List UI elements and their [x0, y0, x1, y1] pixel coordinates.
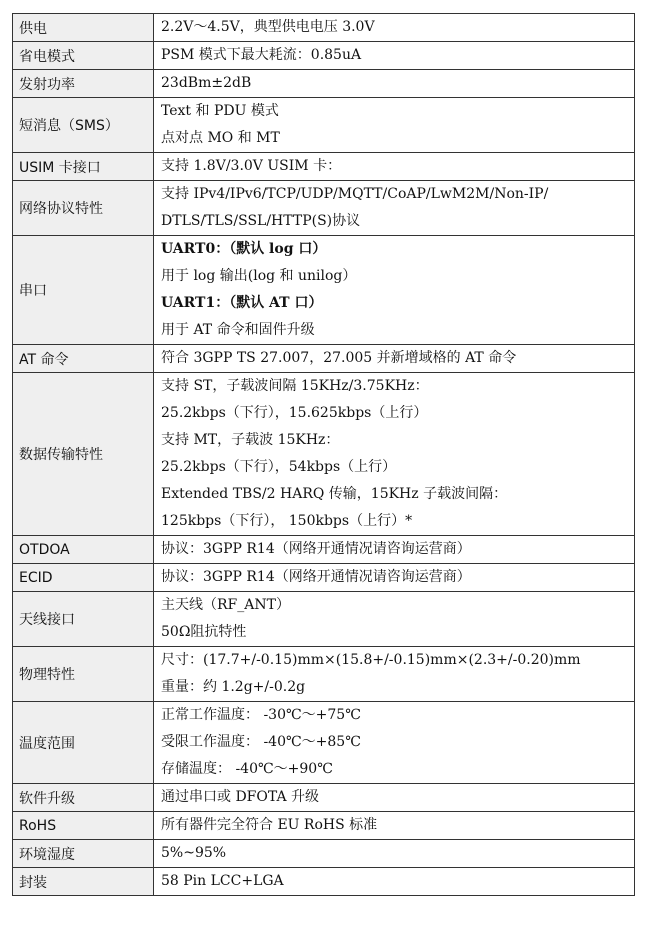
value-line: 5%~95% [161, 845, 227, 861]
row-value [154, 840, 635, 868]
row-label: 省电模式 [13, 42, 154, 70]
value-line: 58 Pin LCC+LGA [161, 873, 284, 889]
value-line: 23dBm±2dB [161, 75, 252, 91]
row-label: 串口 [13, 236, 154, 345]
row-value [154, 702, 635, 784]
row-label: ECID [13, 564, 154, 592]
row-value [154, 868, 635, 896]
value-line: 尺寸：(17.7+/-0.15)mm×(15.8+/-0.15)mm×(2.3+/-0.20)mm [161, 652, 581, 668]
value-line: 支持 MT，子载波 15KHz： [161, 432, 340, 448]
row-label: 封装 [13, 868, 154, 896]
table-row [13, 42, 635, 70]
table-row [13, 784, 635, 812]
table-row [13, 812, 635, 840]
row-label: RoHS [13, 812, 154, 840]
value-line: 协议：3GPP R14（网络开通情况请咨询运营商） [161, 569, 471, 585]
row-value [154, 564, 635, 592]
table-row [13, 564, 635, 592]
value-line: 主天线（RF_ANT） [161, 597, 290, 613]
value-line: UART0：（默认 log 口） [161, 241, 327, 257]
value-line: 协议：3GPP R14（网络开通情况请咨询运营商） [161, 541, 471, 557]
value-line: 25.2kbps（下行），15.625kbps（上行） [161, 405, 428, 421]
value-line: 正常工作温度： -30℃～+75℃ [161, 707, 361, 723]
table-row [13, 647, 635, 702]
value-line: PSM 模式下最大耗流：0.85uA [161, 47, 362, 63]
value-line: 25.2kbps（下行），54kbps（上行） [161, 459, 397, 475]
row-label: 软件升级 [13, 784, 154, 812]
spec-table [12, 13, 635, 896]
table-row [13, 536, 635, 564]
value-line: 受限工作温度： -40℃～+85℃ [161, 734, 361, 750]
row-label: 短消息（SMS） [13, 98, 154, 153]
value-line: 支持 ST，子载波间隔 15KHz/3.75KHz： [161, 378, 429, 394]
row-label: USIM 卡接口 [13, 153, 154, 181]
row-label: OTDOA [13, 536, 154, 564]
value-line: 支持 1.8V/3.0V USIM 卡： [161, 158, 342, 174]
value-line: 125kbps（下行）， 150kbps（上行）* [161, 513, 413, 529]
table-row [13, 181, 635, 236]
row-label: 环境湿度 [13, 840, 154, 868]
spec-table-body [13, 14, 635, 896]
table-row [13, 14, 635, 42]
value-line: 符合 3GPP TS 27.007，27.005 并新增域格的 AT 命令 [161, 350, 517, 366]
value-line: Text 和 PDU 模式 [161, 103, 279, 119]
table-row [13, 702, 635, 784]
value-line: 所有器件完全符合 EU RoHS 标准 [161, 817, 378, 833]
row-label: 天线接口 [13, 592, 154, 647]
row-value [154, 373, 635, 536]
table-row [13, 592, 635, 647]
row-label: 温度范围 [13, 702, 154, 784]
value-line: 点对点 MO 和 MT [161, 130, 280, 146]
row-value [154, 784, 635, 812]
row-value [154, 647, 635, 702]
value-line: 通过串口或 DFOTA 升级 [161, 789, 319, 805]
value-line: 重量：约 1.2g+/-0.2g [161, 679, 306, 695]
value-line: 2.2V～4.5V，典型供电电压 3.0V [161, 19, 375, 35]
row-label: 发射功率 [13, 70, 154, 98]
value-line: 存储温度： -40℃～+90℃ [161, 761, 333, 777]
table-row [13, 70, 635, 98]
value-line: 支持 IPv4/IPv6/TCP/UDP/MQTT/CoAP/LwM2M/Non-IP/ [161, 186, 549, 202]
value-line: DTLS/TLS/SSL/HTTP(S)协议 [161, 213, 361, 229]
table-row [13, 153, 635, 181]
row-label: 网络协议特性 [13, 181, 154, 236]
table-row [13, 373, 635, 536]
row-label: AT 命令 [13, 345, 154, 373]
value-line: 用于 log 输出(log 和 unilog） [161, 268, 357, 284]
row-value [154, 236, 635, 345]
value-line: Extended TBS/2 HARQ 传输，15KHz 子载波间隔： [161, 486, 508, 502]
table-row [13, 868, 635, 896]
table-row [13, 840, 635, 868]
row-value [154, 42, 635, 70]
table-row [13, 98, 635, 153]
row-value [154, 98, 635, 153]
row-label: 物理特性 [13, 647, 154, 702]
row-value [154, 153, 635, 181]
table-row [13, 345, 635, 373]
row-label: 数据传输特性 [13, 373, 154, 536]
value-line: 用于 AT 命令和固件升级 [161, 322, 315, 338]
row-value [154, 536, 635, 564]
row-label: 供电 [13, 14, 154, 42]
value-line: 50Ω阻抗特性 [161, 624, 247, 640]
row-value [154, 14, 635, 42]
table-row [13, 236, 635, 345]
value-line: UART1：（默认 AT 口） [161, 295, 323, 311]
row-value [154, 812, 635, 840]
row-value [154, 592, 635, 647]
row-value [154, 70, 635, 98]
row-value [154, 181, 635, 236]
row-value [154, 345, 635, 373]
